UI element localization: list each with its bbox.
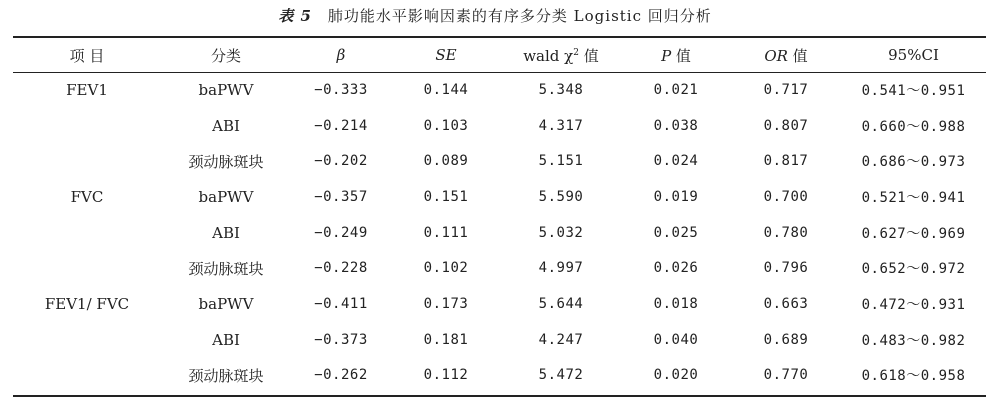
- header-wald-suffix: 值: [579, 46, 599, 65]
- table-row: [13, 250, 986, 286]
- cell-group: [13, 250, 161, 286]
- table-row: [13, 143, 986, 179]
- cell-p: 0.019: [653, 188, 699, 205]
- header-or: [731, 38, 841, 72]
- table-row: [13, 286, 986, 322]
- cell-category: ABI: [212, 116, 240, 135]
- cell-group: [13, 215, 161, 251]
- table-row: [13, 72, 986, 108]
- cell-category: ABI: [212, 330, 240, 349]
- cell-category: 颈动脉斑块: [188, 259, 264, 278]
- cell-se: 0.151: [423, 188, 469, 205]
- table-row: [13, 358, 986, 394]
- cell-wald: 4.997: [538, 260, 584, 277]
- cell-se: 0.103: [423, 117, 469, 134]
- cell-group: [13, 143, 161, 179]
- cell-category: 颈动脉斑块: [188, 366, 264, 385]
- header-p-symbol: P: [661, 46, 672, 65]
- table-row: [13, 108, 986, 144]
- table-number: 表 5: [278, 7, 312, 25]
- cell-ci: 0.627～0.969: [861, 225, 966, 242]
- cell-se: 0.102: [423, 260, 469, 277]
- cell-ci: 0.483～0.982: [861, 332, 966, 349]
- cell-se: 0.181: [423, 331, 469, 348]
- cell-beta: −0.411: [314, 295, 368, 312]
- header-p-suffix: 值: [671, 46, 691, 65]
- cell-category: baPWV: [198, 294, 254, 313]
- header-se: SE: [435, 46, 457, 64]
- header-item: 项 目: [69, 46, 105, 65]
- cell-or: 0.796: [763, 260, 809, 277]
- cell-se: 0.111: [423, 224, 469, 241]
- cell-group: [13, 322, 161, 358]
- cell-p: 0.021: [653, 81, 699, 98]
- cell-category: baPWV: [198, 187, 254, 206]
- header-p: [621, 38, 731, 72]
- table-row: [13, 179, 986, 215]
- cell-ci: 0.521～0.941: [861, 189, 966, 206]
- cell-beta: −0.202: [314, 153, 368, 170]
- cell-se: 0.112: [423, 367, 469, 384]
- header-or-suffix: 值: [787, 46, 808, 65]
- cell-wald: 5.590: [538, 188, 584, 205]
- cell-p: 0.020: [653, 367, 699, 384]
- cell-beta: −0.357: [314, 188, 368, 205]
- cell-se: 0.144: [423, 81, 469, 98]
- cell-wald: 5.151: [538, 153, 584, 170]
- cell-ci: 0.686～0.973: [861, 154, 966, 171]
- bottom-rule: [13, 395, 986, 397]
- cell-wald: 4.247: [538, 331, 584, 348]
- cell-wald: 5.472: [538, 367, 584, 384]
- header-or-symbol: OR: [764, 46, 788, 65]
- cell-category: ABI: [212, 223, 240, 242]
- header-wald: [501, 38, 621, 72]
- logistic-regression-table: [13, 38, 986, 393]
- table-caption: [0, 5, 990, 26]
- cell-beta: −0.214: [314, 117, 368, 134]
- cell-p: 0.038: [653, 117, 699, 134]
- cell-p: 0.025: [653, 224, 699, 241]
- cell-group: FVC: [70, 187, 104, 206]
- cell-beta: −0.262: [314, 367, 368, 384]
- cell-p: 0.040: [653, 331, 699, 348]
- cell-or: 0.700: [763, 188, 809, 205]
- cell-beta: −0.333: [314, 81, 368, 98]
- table-title: 肺功能水平影响因素的有序多分类 Logistic 回归分析: [327, 7, 712, 25]
- cell-or: 0.717: [763, 81, 809, 98]
- header-beta: β: [336, 46, 346, 64]
- table-row: [13, 215, 986, 251]
- cell-wald: 5.348: [538, 81, 584, 98]
- cell-se: 0.173: [423, 295, 469, 312]
- cell-beta: −0.228: [314, 260, 368, 277]
- cell-category: baPWV: [198, 80, 254, 99]
- cell-or: 0.807: [763, 117, 809, 134]
- cell-ci: 0.652～0.972: [861, 261, 966, 278]
- cell-category: 颈动脉斑块: [188, 152, 264, 171]
- cell-or: 0.663: [763, 295, 809, 312]
- header-category: 分类: [210, 46, 241, 65]
- cell-group: FEV1/ FVC: [44, 294, 130, 313]
- cell-or: 0.780: [763, 224, 809, 241]
- cell-ci: 0.541～0.951: [861, 82, 966, 99]
- cell-group: FEV1: [66, 80, 108, 99]
- cell-se: 0.089: [423, 153, 469, 170]
- table-body: [13, 72, 986, 393]
- cell-or: 0.817: [763, 153, 809, 170]
- cell-group: [13, 358, 161, 394]
- header-wald-text: wald χ: [523, 46, 574, 65]
- cell-ci: 0.472～0.931: [861, 296, 966, 313]
- cell-wald: 5.032: [538, 224, 584, 241]
- cell-beta: −0.373: [314, 331, 368, 348]
- cell-or: 0.689: [763, 331, 809, 348]
- cell-ci: 0.618～0.958: [861, 368, 966, 385]
- cell-beta: −0.249: [314, 224, 368, 241]
- header-wald-sup: 2: [573, 47, 579, 58]
- header-ci: 95%CI: [888, 46, 939, 64]
- cell-ci: 0.660～0.988: [861, 118, 966, 135]
- cell-group: [13, 108, 161, 144]
- cell-p: 0.026: [653, 260, 699, 277]
- cell-p: 0.018: [653, 295, 699, 312]
- header-row: [13, 38, 986, 72]
- cell-p: 0.024: [653, 153, 699, 170]
- table-row: [13, 322, 986, 358]
- cell-or: 0.770: [763, 367, 809, 384]
- cell-wald: 5.644: [538, 295, 584, 312]
- cell-wald: 4.317: [538, 117, 584, 134]
